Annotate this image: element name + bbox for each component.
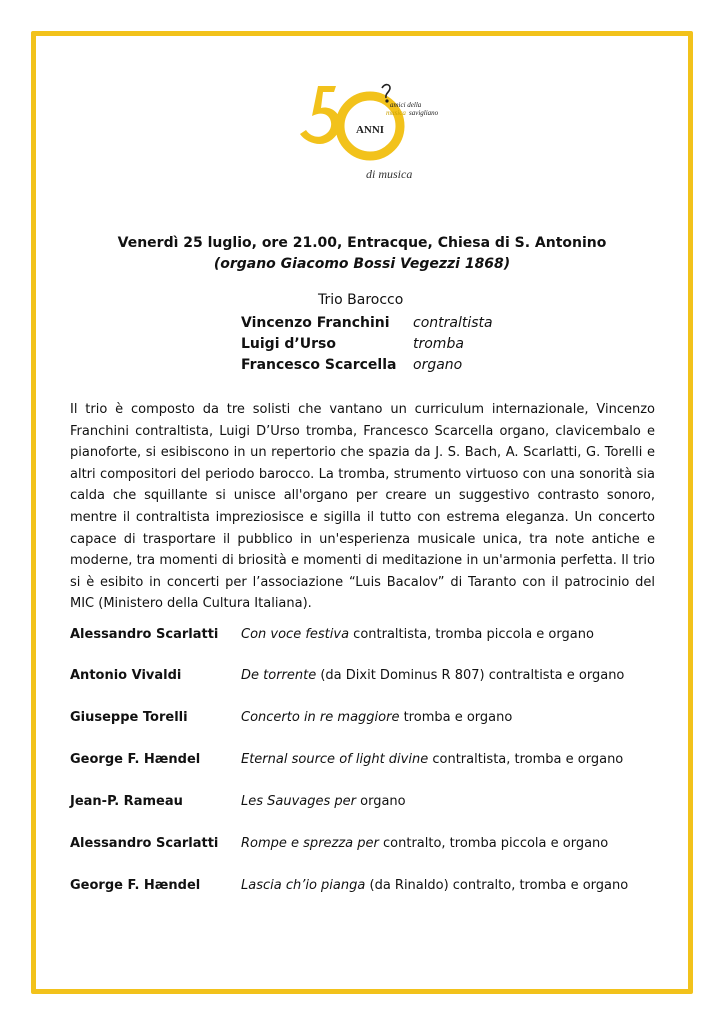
program-item — [70, 710, 670, 732]
program-composer: Antonio Vivaldi — [70, 668, 182, 683]
trio-description: Il trio è composto da tre solisti che vantano un curriculum internazionale, Vincenzo Franchini contraltista, Luigi D’Urso tromba, Francesco Scarcella organo, clavicembalo e pianoforte, si esibiscono in un repertorio che spazia da J. S. Bach, A. Scarlatti, G. Torelli e altri compositori del periodo barocco. La tromba, strumento virtuoso con una sonorità sia calda che squillante si unisce all'organo per creare un suggestivo contrasto sonoro, mentre il contraltista impreziosisce e sigilla il tutto con estrema eleganza. Un concerto capace di trasportare il pubblico in un'esperienza musicale unica, tra note antiche e moderne, tra momenti di briosità e momenti di meditazione in un'armonia perfetta. Il trio si è esibito in concerti per l’associazione “Luis Bacalov” di Taranto con il patrocinio del MIC (Ministero della Cultura Italiana). — [70, 402, 655, 612]
event-organ-note: (organo Giacomo Bossi Vegezzi 1868) — [213, 256, 511, 272]
program-composer: George F. Hændel — [70, 878, 201, 893]
digit-five-shape — [300, 86, 340, 144]
member-role: tromba — [413, 336, 464, 352]
program-work: Les Sauvages per organo — [241, 794, 406, 809]
logo-graphic — [290, 78, 450, 190]
program-item — [70, 794, 670, 816]
logo-anni-text: ANNI — [355, 124, 385, 136]
program-composer: Alessandro Scarlatti — [70, 836, 219, 851]
program-item — [70, 836, 670, 858]
member-role: contraltista — [413, 315, 493, 331]
program-item — [70, 878, 670, 900]
program-composer: Jean-P. Rameau — [70, 794, 183, 809]
logo-50-anni — [290, 78, 450, 190]
ensemble-title: Trio Barocco — [318, 292, 404, 308]
program-item — [70, 668, 670, 690]
program-work: Rompe e sprezza per contralto, tromba piccola e organo — [241, 836, 609, 851]
program-work: Concerto in re maggiore tromba e organo — [241, 710, 513, 725]
svg-text:savigliano: savigliano — [409, 109, 439, 117]
svg-text:musica: musica — [386, 109, 406, 117]
program-item — [70, 627, 670, 649]
program-item — [70, 752, 670, 774]
program-composer: Alessandro Scarlatti — [70, 627, 219, 642]
member-name: Vincenzo Franchini — [241, 315, 390, 331]
program-work: Con voce festiva contraltista, tromba piccola e organo — [241, 627, 594, 642]
member-name: Francesco Scarcella — [241, 357, 397, 373]
program-work: Eternal source of light divine contraltista, tromba e organo — [241, 752, 624, 767]
program-work: Lascia ch’io pianga (da Rinaldo) contralto, tromba e organo — [241, 878, 629, 893]
program-work: De torrente (da Dixit Dominus R 807) contraltista e organo — [241, 668, 625, 683]
logo-tagline: di musica — [366, 167, 413, 181]
svg-text:amici della: amici della — [390, 101, 422, 109]
member-name: Luigi d’Urso — [241, 336, 336, 352]
program-composer: George F. Hændel — [70, 752, 201, 767]
program-composer: Giuseppe Torelli — [70, 710, 188, 725]
member-role: organo — [413, 357, 463, 373]
event-date-location: Venerdì 25 luglio, ore 21.00, Entracque, Chiesa di S. Antonino — [117, 235, 607, 251]
